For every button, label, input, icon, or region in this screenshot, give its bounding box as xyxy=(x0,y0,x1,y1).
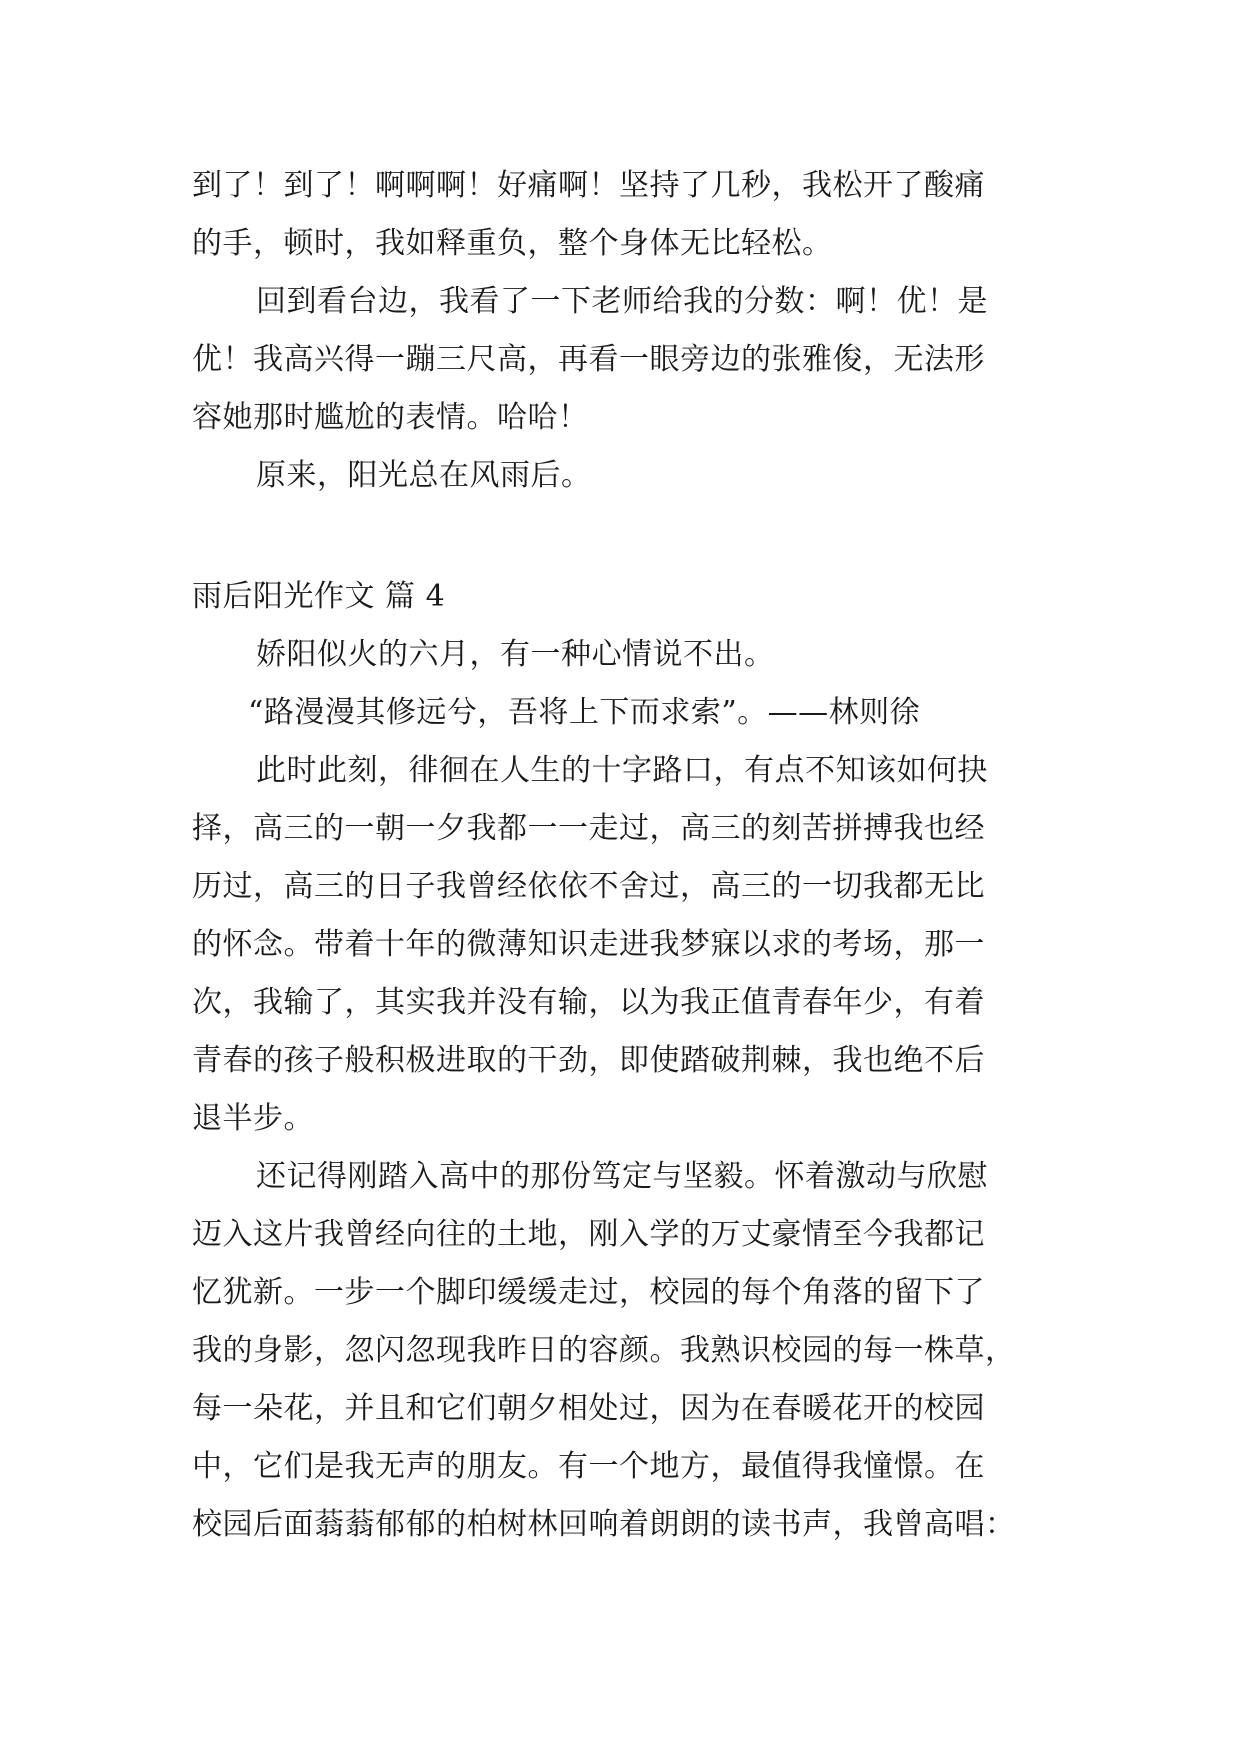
paragraph-line: 此时此刻，徘徊在人生的十字路口，有点不知该如何抉 xyxy=(256,753,988,788)
paragraph-line: 原来，阳光总在风雨后。 xyxy=(256,458,592,493)
paragraph-line: 退半步。 xyxy=(192,1101,314,1136)
paragraph-line: 每一朵花，并且和它们朝夕相处过，因为在春暖花开的校园 xyxy=(192,1391,985,1426)
paragraph-line: 中，它们是我无声的朋友。有一个地方，最值得我憧憬。在 xyxy=(192,1449,985,1484)
paragraph-line: 迈入这片我曾经向往的土地，刚入学的万丈豪情至今我都记 xyxy=(192,1217,985,1252)
paragraph-line: 娇阳似火的六月，有一种心情说不出。 xyxy=(256,637,775,672)
paragraph-line: 择，高三的一朝一夕我都一一走过，高三的刻苦拼搏我也经 xyxy=(192,811,985,846)
paragraph-line: 历过，高三的日子我曾经依依不舍过，高三的一切我都无比 xyxy=(192,869,985,904)
paragraph-line: 青春的孩子般积极进取的干劲，即使踏破荆棘，我也绝不后 xyxy=(192,1043,985,1078)
quote-line: “路漫漫其修远兮，吾将上下而求索”。——林则徐 xyxy=(248,695,921,730)
paragraph-line: 还记得刚踏入高中的那份笃定与坚毅。怀着激动与欣慰 xyxy=(256,1159,988,1194)
paragraph-line: 到了！到了！啊啊啊！好痛啊！坚持了几秒，我松开了酸痛 xyxy=(192,168,985,203)
paragraph-line: 忆犹新。一步一个脚印缓缓走过，校园的每个角落的留下了 xyxy=(192,1275,985,1310)
paragraph-line: 我的身影，忽闪忽现我昨日的容颜。我熟识校园的每一株草， xyxy=(192,1333,1016,1368)
paragraph-line: 的手，顿时，我如释重负，整个身体无比轻松。 xyxy=(192,226,833,261)
paragraph-line: 容她那时尴尬的表情。哈哈！ xyxy=(192,400,589,435)
paragraph-line: 校园后面蓊蓊郁郁的柏树林回响着朗朗的读书声，我曾高唱： xyxy=(192,1507,1016,1542)
paragraph-line: 的怀念。带着十年的微薄知识走进我梦寐以求的考场，那一 xyxy=(192,927,985,962)
paragraph-line: 次，我输了，其实我并没有输，以为我正值青春年少，有着 xyxy=(192,985,985,1020)
paragraph-line: 优！我高兴得一蹦三尺高，再看一眼旁边的张雅俊，无法形 xyxy=(192,342,985,377)
paragraph-line: 回到看台边，我看了一下老师给我的分数：啊！优！是 xyxy=(256,284,988,319)
section-heading: 雨后阳光作文 篇 4 xyxy=(192,579,446,614)
